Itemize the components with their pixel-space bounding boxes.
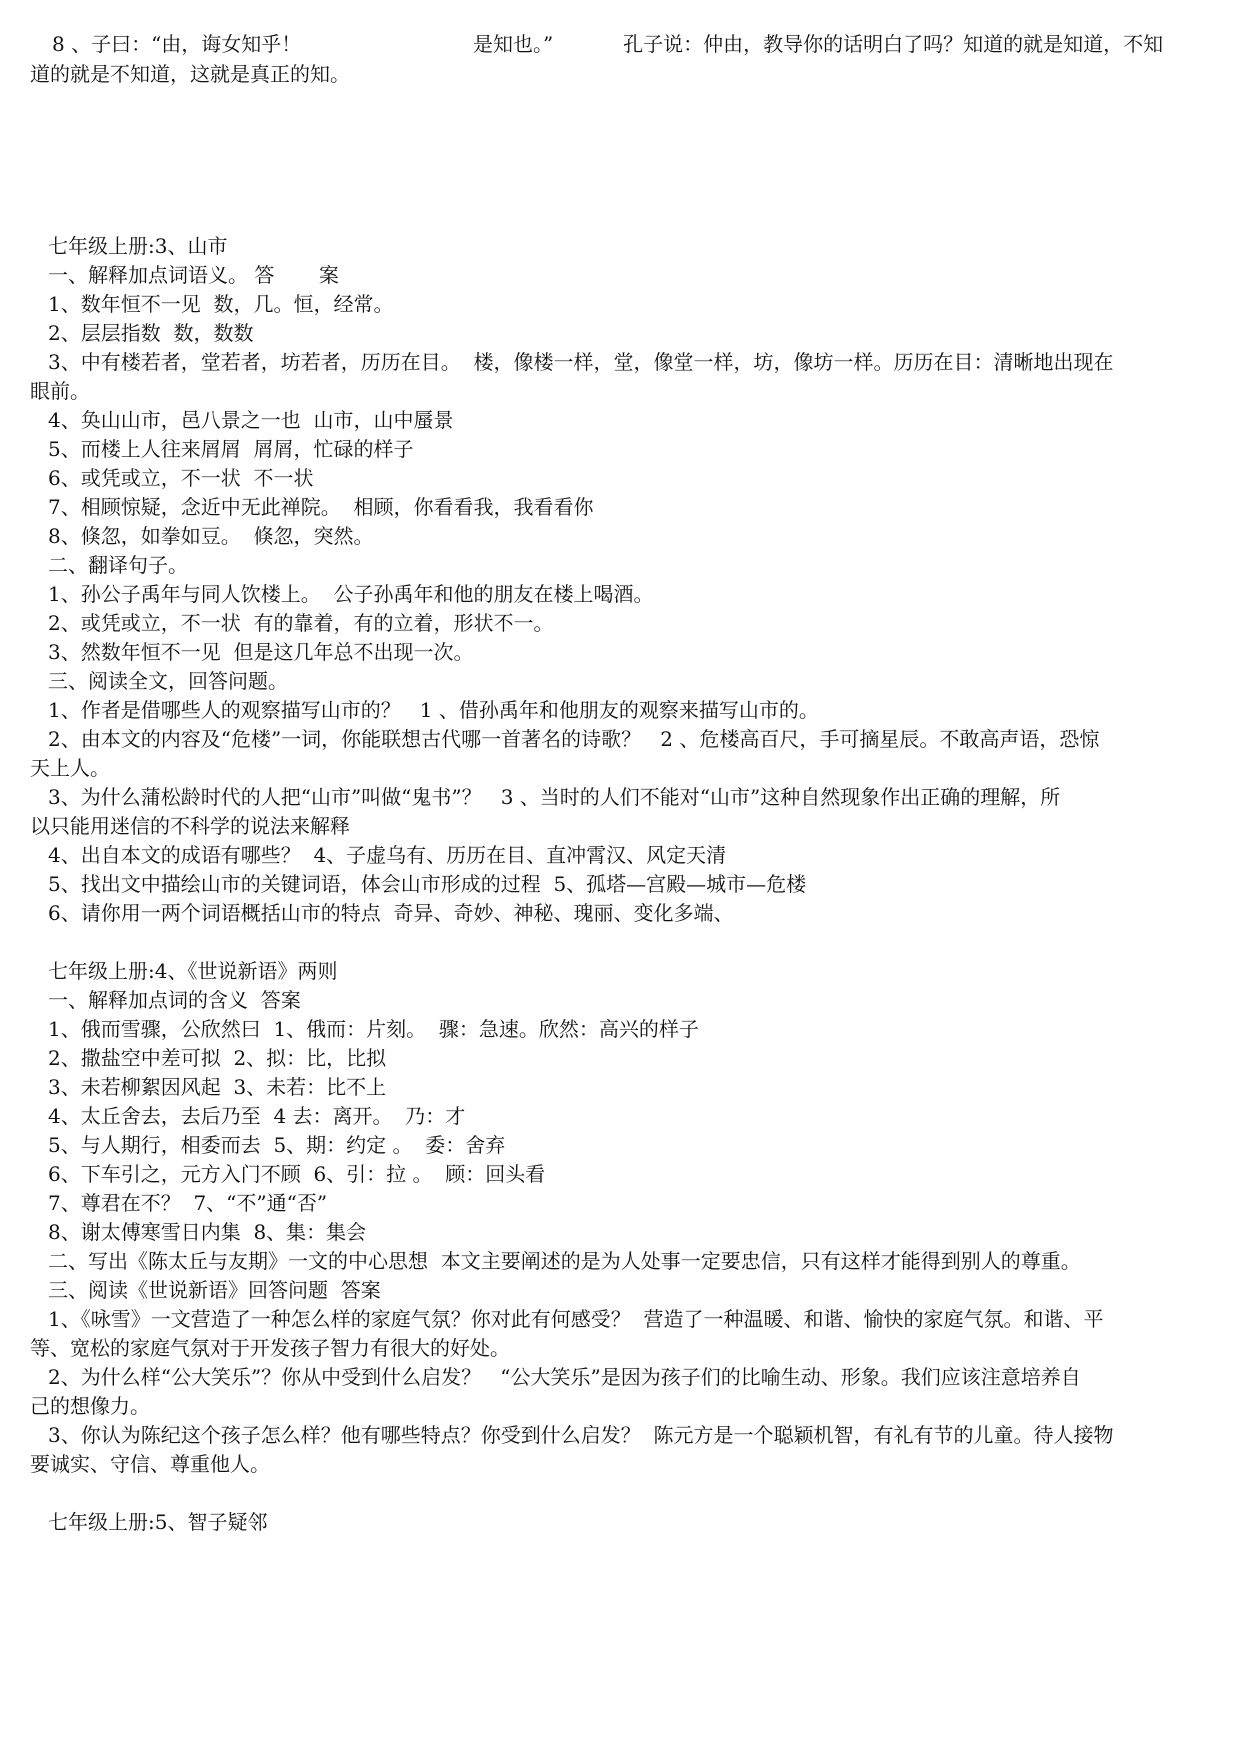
list-item: 6、请你用一两个词语概括山市的特点 奇异、奇妙、神秘、瑰丽、变化多端、: [48, 901, 734, 925]
list-item: 1、孙公子禹年与同人饮楼上。 公子孙禹年和他的朋友在楼上喝酒。: [48, 582, 654, 606]
section4-part3-heading: 三、阅读《世说新语》回答问题 答案: [48, 1278, 381, 1302]
section3-part1-heading: 一、解释加点词语义。 答 案: [48, 263, 339, 287]
list-item: 2、撒盐空中差可拟 2、拟：比，比拟: [48, 1046, 387, 1070]
list-item: 5、找出文中描绘山市的关键词语，体会山市形成的过程 5、孤塔—宫殿—城市—危楼: [48, 872, 807, 896]
list-item-cont: 要诚实、守信、尊重他人。: [30, 1452, 270, 1476]
section3-part2-heading: 二、翻译句子。: [48, 553, 188, 577]
list-item: 3、为什么蒲松龄时代的人把“山市”叫做“鬼书”？ 3 、当时的人们不能对“山市”这种自然现象作出正确的理解，所: [48, 785, 1061, 809]
section-title-shanshi: 七年级上册:3、山市: [48, 234, 228, 258]
list-item: 4、奂山山市，邑八景之一也 山市，山中蜃景: [48, 408, 454, 432]
section4-part1-heading: 一、解释加点词的含义 答案: [48, 988, 301, 1012]
list-item: 2、或凭或立，不一状 有的靠着，有的立着，形状不一。: [48, 611, 554, 635]
section-title-shishuoxinyu: 七年级上册:4、《世说新语》两则: [48, 959, 338, 983]
list-item: 4、太丘舍去，去后乃至 4 去：离开。 乃：才: [48, 1104, 466, 1128]
list-item-cont: 以只能用迷信的不科学的说法来解释: [30, 814, 350, 838]
list-item: 4、出自本文的成语有哪些？ 4、子虚乌有、历历在目、直冲霄汉、风定天清: [48, 843, 727, 867]
list-item: 5、而楼上人往来屑屑 屑屑，忙碌的样子: [48, 437, 414, 461]
list-item: 7、相顾惊疑，念近中无此禅院。 相顾，你看看我，我看看你: [48, 495, 594, 519]
list-item-cont: 天上人。: [30, 756, 110, 780]
list-item: 2、为什么样“公大笑乐”？你从中受到什么启发？ “公大笑乐”是因为孩子们的比喻生动、形象。我们应该注意培养自: [48, 1365, 1081, 1389]
list-item: 1、《咏雪》一文营造了一种怎么样的家庭气氛？你对此有何感受？ 营造了一种温暖、和谐、愉快的家庭气氛。和谐、平: [48, 1307, 1104, 1331]
section4-part2: 二、写出《陈太丘与友期》一文的中心思想 本文主要阐述的是为人处事一定要忠信，只有这样才能得到别人的尊重。: [48, 1249, 1081, 1273]
list-item: 5、与人期行，相委而去 5、期：约定 。 委：舍弃: [48, 1133, 506, 1157]
list-item: 2、由本文的内容及“危楼”一词，你能联想古代哪一首著名的诗歌？ 2 、危楼高百尺，手可摘星辰。不敢高声语，恐惊: [48, 727, 1100, 751]
list-item: 3、你认为陈纪这个孩子怎么样？他有哪些特点？你受到什么启发？ 陈元方是一个聪颖机智，有礼有节的儿童。待人接物: [48, 1423, 1114, 1447]
list-item: 8、谢太傅寒雪日内集 8、集：集会: [48, 1220, 367, 1244]
confucius-quote-line-cont: 道的就是不知道，这就是真正的知。: [30, 62, 350, 86]
section3-part3-heading: 三、阅读全文，回答问题。: [48, 669, 288, 693]
list-item: 6、下车引之，元方入门不顾 6、引：拉 。 顾：回头看: [48, 1162, 546, 1186]
list-item: 2、层层指数 数，数数: [48, 321, 254, 345]
list-item: 6、或凭或立，不一状 不一状: [48, 466, 314, 490]
confucius-quote-line: 8 、子曰：“由，诲女知乎！ 是知也。” 孔子说：仲由，教导你的话明白了吗？知道的就是知道，不知: [52, 32, 1164, 56]
list-item: 1、数年恒不一见 数，几。恒，经常。: [48, 292, 394, 316]
list-item: 3、然数年恒不一见 但是这几年总不出现一次。: [48, 640, 474, 664]
section-title-zhiziyilin: 七年级上册:5、智子疑邻: [48, 1510, 268, 1534]
list-item: 7、尊君在不？ 7、“不”通“否”: [48, 1191, 328, 1215]
list-item: 1、俄而雪骤，公欣然曰 1、俄而：片刻。 骤：急速。欣然：高兴的样子: [48, 1017, 699, 1041]
list-item: 8、倏忽，如拳如豆。 倏忽，突然。: [48, 524, 374, 548]
list-item-cont: 等、宽松的家庭气氛对于开发孩子智力有很大的好处。: [30, 1336, 510, 1360]
list-item: 1、作者是借哪些人的观察描写山市的？ 1 、借孙禹年和他朋友的观察来描写山市的。: [48, 698, 819, 722]
list-item: 3、中有楼若者，堂若者，坊若者，历历在目。 楼，像楼一样，堂，像堂一样，坊，像坊一样。历历在目：清晰地出现在: [48, 350, 1114, 374]
list-item: 3、未若柳絮因风起 3、未若：比不上: [48, 1075, 387, 1099]
list-item-cont: 己的想像力。: [30, 1394, 150, 1418]
list-item-cont: 眼前。: [30, 379, 90, 403]
